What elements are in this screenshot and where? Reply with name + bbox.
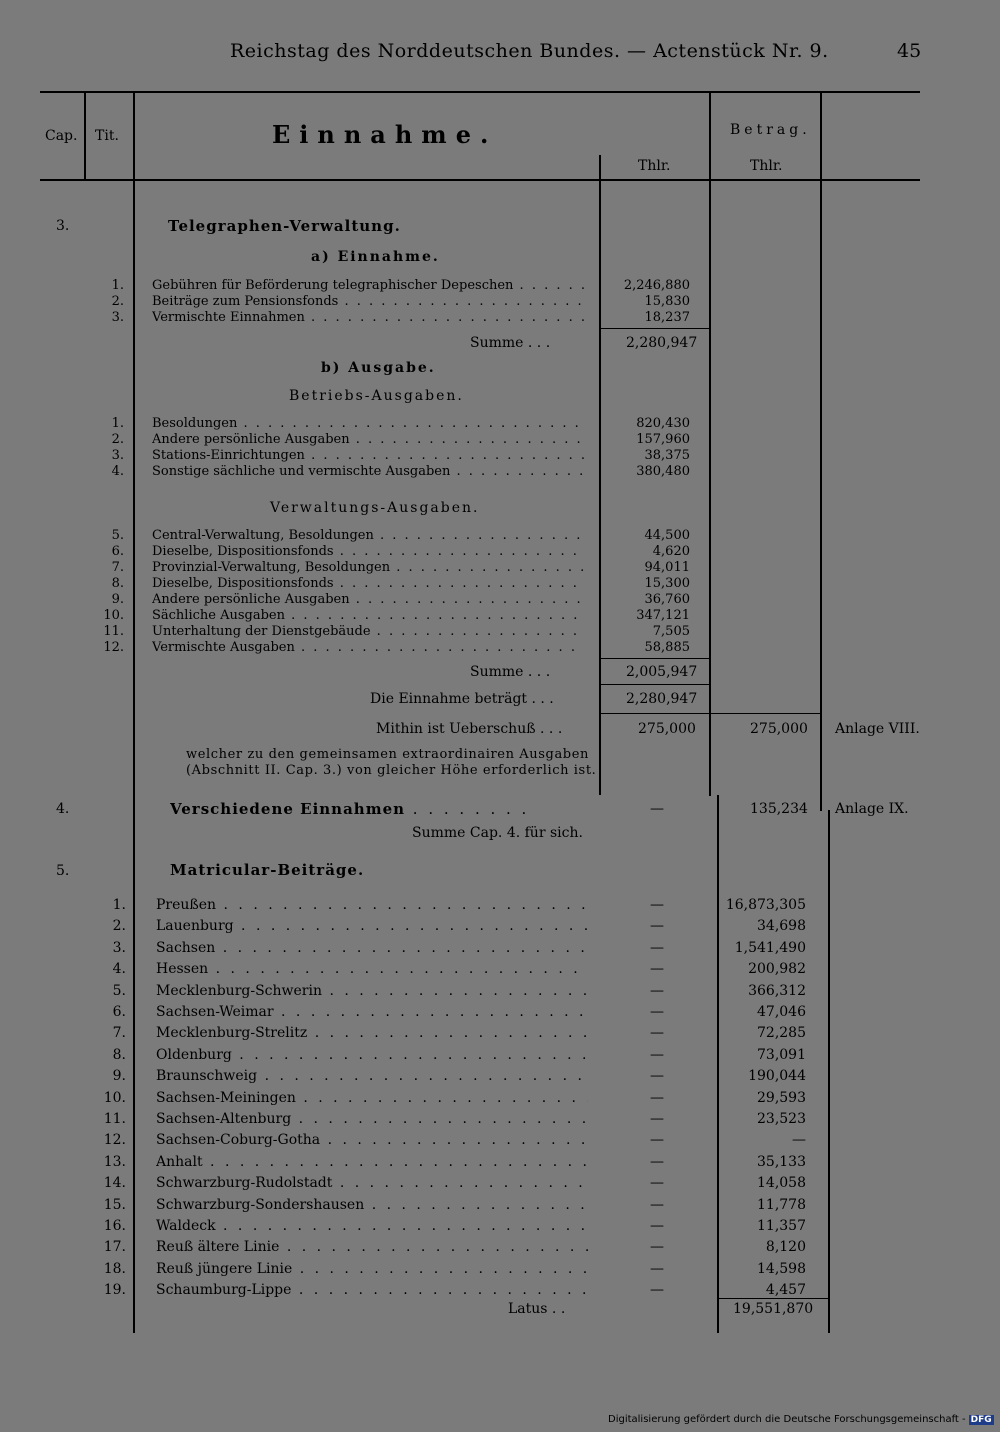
- row-v1: —: [650, 961, 664, 977]
- table-row: [0, 1130, 1000, 1151]
- row-tit: 3.: [112, 940, 126, 956]
- table-row: [0, 981, 1000, 1002]
- sum-label: Summe . . .: [470, 664, 551, 680]
- einnahme-label: Die Einnahme beträgt . . .: [370, 691, 554, 707]
- col-head-thlr2: Thlr.: [750, 158, 783, 174]
- row-v2: 1,541,490: [734, 940, 806, 956]
- row-tit: 19.: [103, 1282, 126, 1298]
- row-tit: 1.: [112, 897, 126, 913]
- row-v1: —: [650, 1282, 664, 1298]
- running-title: Reichstag des Norddeutschen Bundes. — Actenstück Nr. 9.: [230, 40, 829, 62]
- row-tit: 16.: [103, 1218, 126, 1234]
- table-row: 2. Andere persönliche Ausgaben . . . 157,960: [0, 432, 1000, 448]
- table-row: [0, 1088, 1000, 1109]
- row-tit: 15.: [103, 1197, 126, 1213]
- table-row: [0, 1023, 1000, 1044]
- row-v2: 23,523: [757, 1111, 806, 1127]
- row-v2: 200,982: [748, 961, 806, 977]
- row-label: Mecklenburg-Strelitz . . .: [156, 1023, 588, 1044]
- explanation-line: welcher zu den gemeinsamen extraordinairen Ausgaben: [186, 747, 589, 762]
- value-thlr2: 135,234: [750, 801, 808, 817]
- row-tit: 14.: [103, 1175, 126, 1191]
- col-head-thlr1: Thlr.: [638, 158, 671, 174]
- row-label: Hessen . . .: [156, 959, 588, 980]
- table-row: [0, 1259, 1000, 1280]
- row-v1: —: [650, 940, 664, 956]
- table-row: 9. Andere persönliche Ausgaben . . . 36,760: [0, 592, 1000, 608]
- subsection-title: a) Einnahme.: [311, 249, 440, 265]
- row-v1: —: [650, 1004, 664, 1020]
- row-v2: 35,133: [757, 1154, 806, 1170]
- sum-rule: [600, 684, 710, 685]
- row-tit: 6.: [112, 1004, 126, 1020]
- table-row: [0, 1173, 1000, 1194]
- table-row: [0, 1237, 1000, 1258]
- cap-number: 5.: [56, 863, 70, 879]
- row-label: Sachsen-Coburg-Gotha . . .: [156, 1130, 588, 1151]
- group-title: Betriebs-Ausgaben.: [289, 388, 464, 404]
- ueberschuss-label: Mithin ist Ueberschuß . . .: [376, 721, 563, 737]
- sum-value: 2,280,947: [626, 335, 698, 351]
- section-title: Verschiedene Einnahmen . . . . . . . .: [170, 800, 530, 818]
- row-label: Mecklenburg-Schwerin . . .: [156, 981, 588, 1002]
- row-label: Sachsen-Meiningen . . .: [156, 1088, 588, 1109]
- row-v1: —: [650, 1047, 664, 1063]
- row-tit: 8.: [112, 1047, 126, 1063]
- row-v2: 72,285: [757, 1025, 806, 1041]
- cap-number: 3.: [56, 218, 70, 234]
- row-tit: 12.: [103, 1132, 126, 1148]
- row-v2: 11,357: [757, 1218, 806, 1234]
- latus-value: 19,551,870: [733, 1301, 814, 1317]
- table-row: 4. Sonstige sächliche und vermischte Ausgaben . . . 380,480: [0, 464, 1000, 480]
- row-v2: 190,044: [748, 1068, 806, 1084]
- row-tit: 13.: [103, 1154, 126, 1170]
- row-v1: —: [650, 897, 664, 913]
- row-v2: 11,778: [757, 1197, 806, 1213]
- row-v2: 16,873,305: [725, 897, 806, 913]
- row-v2: 34,698: [757, 918, 806, 934]
- row-label: Schwarzburg-Sondershausen . . .: [156, 1195, 588, 1216]
- row-label: Reuß jüngere Linie . . .: [156, 1259, 588, 1280]
- table-row: 3. Stations-Einrichtungen . . . 38,375: [0, 448, 1000, 464]
- table-title: Einnahme.: [272, 120, 498, 149]
- table-row: 11. Unterhaltung der Dienstgebäude . . . 7,505: [0, 624, 1000, 640]
- table-row: [0, 1109, 1000, 1130]
- row-tit: 9.: [112, 1068, 126, 1084]
- row-v1: —: [650, 1025, 664, 1041]
- row-label: Schaumburg-Lippe . . .: [156, 1280, 588, 1301]
- table-row: 1. Gebühren für Beförderung telegraphischer Depeschen . . . 2,246,880: [0, 278, 1000, 294]
- row-tit: 7.: [112, 1025, 126, 1041]
- table-row: [0, 938, 1000, 959]
- subsection-title: b) Ausgabe.: [321, 360, 436, 376]
- row-tit: 18.: [103, 1261, 126, 1277]
- row-v1: —: [650, 1090, 664, 1106]
- row-tit: 4.: [112, 961, 126, 977]
- row-v1: —: [650, 1239, 664, 1255]
- row-v2: 47,046: [757, 1004, 806, 1020]
- table-row: [0, 895, 1000, 916]
- table-row: [0, 1152, 1000, 1173]
- row-tit: 2.: [112, 918, 126, 934]
- row-v2: —: [792, 1132, 806, 1148]
- row-v1: —: [650, 918, 664, 934]
- row-v2: 366,312: [748, 983, 806, 999]
- col-head-betrag: Betrag.: [730, 122, 811, 138]
- row-label: Reuß ältere Linie . . .: [156, 1237, 588, 1258]
- row-v2: 73,091: [757, 1047, 806, 1063]
- row-v1: —: [650, 1218, 664, 1234]
- page-number: 45: [897, 40, 922, 62]
- ueberschuss-betrag: 275,000: [750, 721, 808, 737]
- col-head-cap: Cap.: [45, 128, 78, 144]
- row-label: Lauenburg . . .: [156, 916, 588, 937]
- cap-number: 4.: [56, 801, 70, 817]
- row-tit: 11.: [103, 1111, 126, 1127]
- table-row: 10. Sächliche Ausgaben . . . 347,121: [0, 608, 1000, 624]
- row-label: Sachsen . . .: [156, 938, 588, 959]
- row-v1: —: [650, 1132, 664, 1148]
- row-v1: —: [650, 1175, 664, 1191]
- einnahme-value: 2,280,947: [626, 691, 698, 707]
- table-row: [0, 1002, 1000, 1023]
- table-row: 6. Dieselbe, Dispositionsfonds . . . 4,620: [0, 544, 1000, 560]
- latus-label: Latus . .: [508, 1301, 566, 1317]
- table-row: 5. Central-Verwaltung, Besoldungen . . . 44,500: [0, 528, 1000, 544]
- section-title: Matricular-Beiträge.: [170, 861, 365, 879]
- ueberschuss-value: 275,000: [638, 721, 696, 737]
- table-row: 3. Vermischte Einnahmen . . . 18,237: [0, 310, 1000, 326]
- sum-rule: [600, 328, 710, 329]
- table-row: 2. Beiträge zum Pensionsfonds . . . 15,830: [0, 294, 1000, 310]
- summe-label: Summe Cap. 4. für sich.: [412, 825, 583, 841]
- explanation-line: (Abschnitt II. Cap. 3.) von gleicher Höhe erforderlich ist.: [186, 763, 597, 778]
- row-label: Waldeck . . .: [156, 1216, 588, 1237]
- row-v1: —: [650, 1261, 664, 1277]
- row-tit: 5.: [112, 983, 126, 999]
- section-title: Telegraphen-Verwaltung.: [168, 217, 401, 235]
- row-v2: 14,058: [757, 1175, 806, 1191]
- anlage-note: Anlage IX.: [835, 801, 909, 817]
- latus-rule: [718, 1298, 828, 1299]
- sum-label: Summe . . .: [470, 335, 551, 351]
- table-row: [0, 1066, 1000, 1087]
- row-label: Sachsen-Weimar . . .: [156, 1002, 588, 1023]
- row-label: Sachsen-Altenburg . . .: [156, 1109, 588, 1130]
- col-rule-cap: [84, 91, 86, 180]
- row-v1: —: [650, 983, 664, 999]
- table-row: 7. Provinzial-Verwaltung, Besoldungen . . . 94,011: [0, 560, 1000, 576]
- row-label: Anhalt . . .: [156, 1152, 588, 1173]
- sum-value: 2,005,947: [626, 664, 698, 680]
- row-v2: 29,593: [757, 1090, 806, 1106]
- table-row: 8. Dieselbe, Dispositionsfonds . . . 15,300: [0, 576, 1000, 592]
- sum-rule: [600, 713, 820, 714]
- row-v2: 4,457: [765, 1282, 806, 1298]
- table-row: [0, 959, 1000, 980]
- row-v1: —: [650, 1111, 664, 1127]
- col-head-tit: Tit.: [95, 128, 119, 144]
- row-v2: 8,120: [765, 1239, 806, 1255]
- row-tit: 17.: [103, 1239, 126, 1255]
- table-row: [0, 1216, 1000, 1237]
- table-row: 12. Vermischte Ausgaben . . . 58,885: [0, 640, 1000, 656]
- table-row: [0, 1280, 1000, 1301]
- row-label: Preußen . . .: [156, 895, 588, 916]
- row-tit: 10.: [103, 1090, 126, 1106]
- row-label: Oldenburg . . .: [156, 1045, 588, 1066]
- table-top-rule: [40, 91, 920, 93]
- dfg-logo: DFG: [970, 1415, 992, 1425]
- group-title: Verwaltungs-Ausgaben.: [270, 500, 480, 516]
- row-v1: —: [650, 1068, 664, 1084]
- anlage-note: Anlage VIII.: [835, 721, 920, 737]
- table-row: 1. Besoldungen . . . 820,430: [0, 416, 1000, 432]
- table-row: [0, 1195, 1000, 1216]
- table-row: [0, 1045, 1000, 1066]
- value-thlr1: —: [650, 801, 664, 817]
- row-label: Schwarzburg-Rudolstadt . . .: [156, 1173, 588, 1194]
- table-head-rule: [40, 179, 920, 181]
- row-v1: —: [650, 1197, 664, 1213]
- table-row: [0, 916, 1000, 937]
- row-label: Braunschweig . . .: [156, 1066, 588, 1087]
- row-v1: —: [650, 1154, 664, 1170]
- row-v2: 14,598: [757, 1261, 806, 1277]
- footer-credit: Digitalisierung gefördert durch die Deutsche Forschungsgemeinschaft - DFG: [608, 1414, 992, 1425]
- sum-rule: [600, 658, 710, 659]
